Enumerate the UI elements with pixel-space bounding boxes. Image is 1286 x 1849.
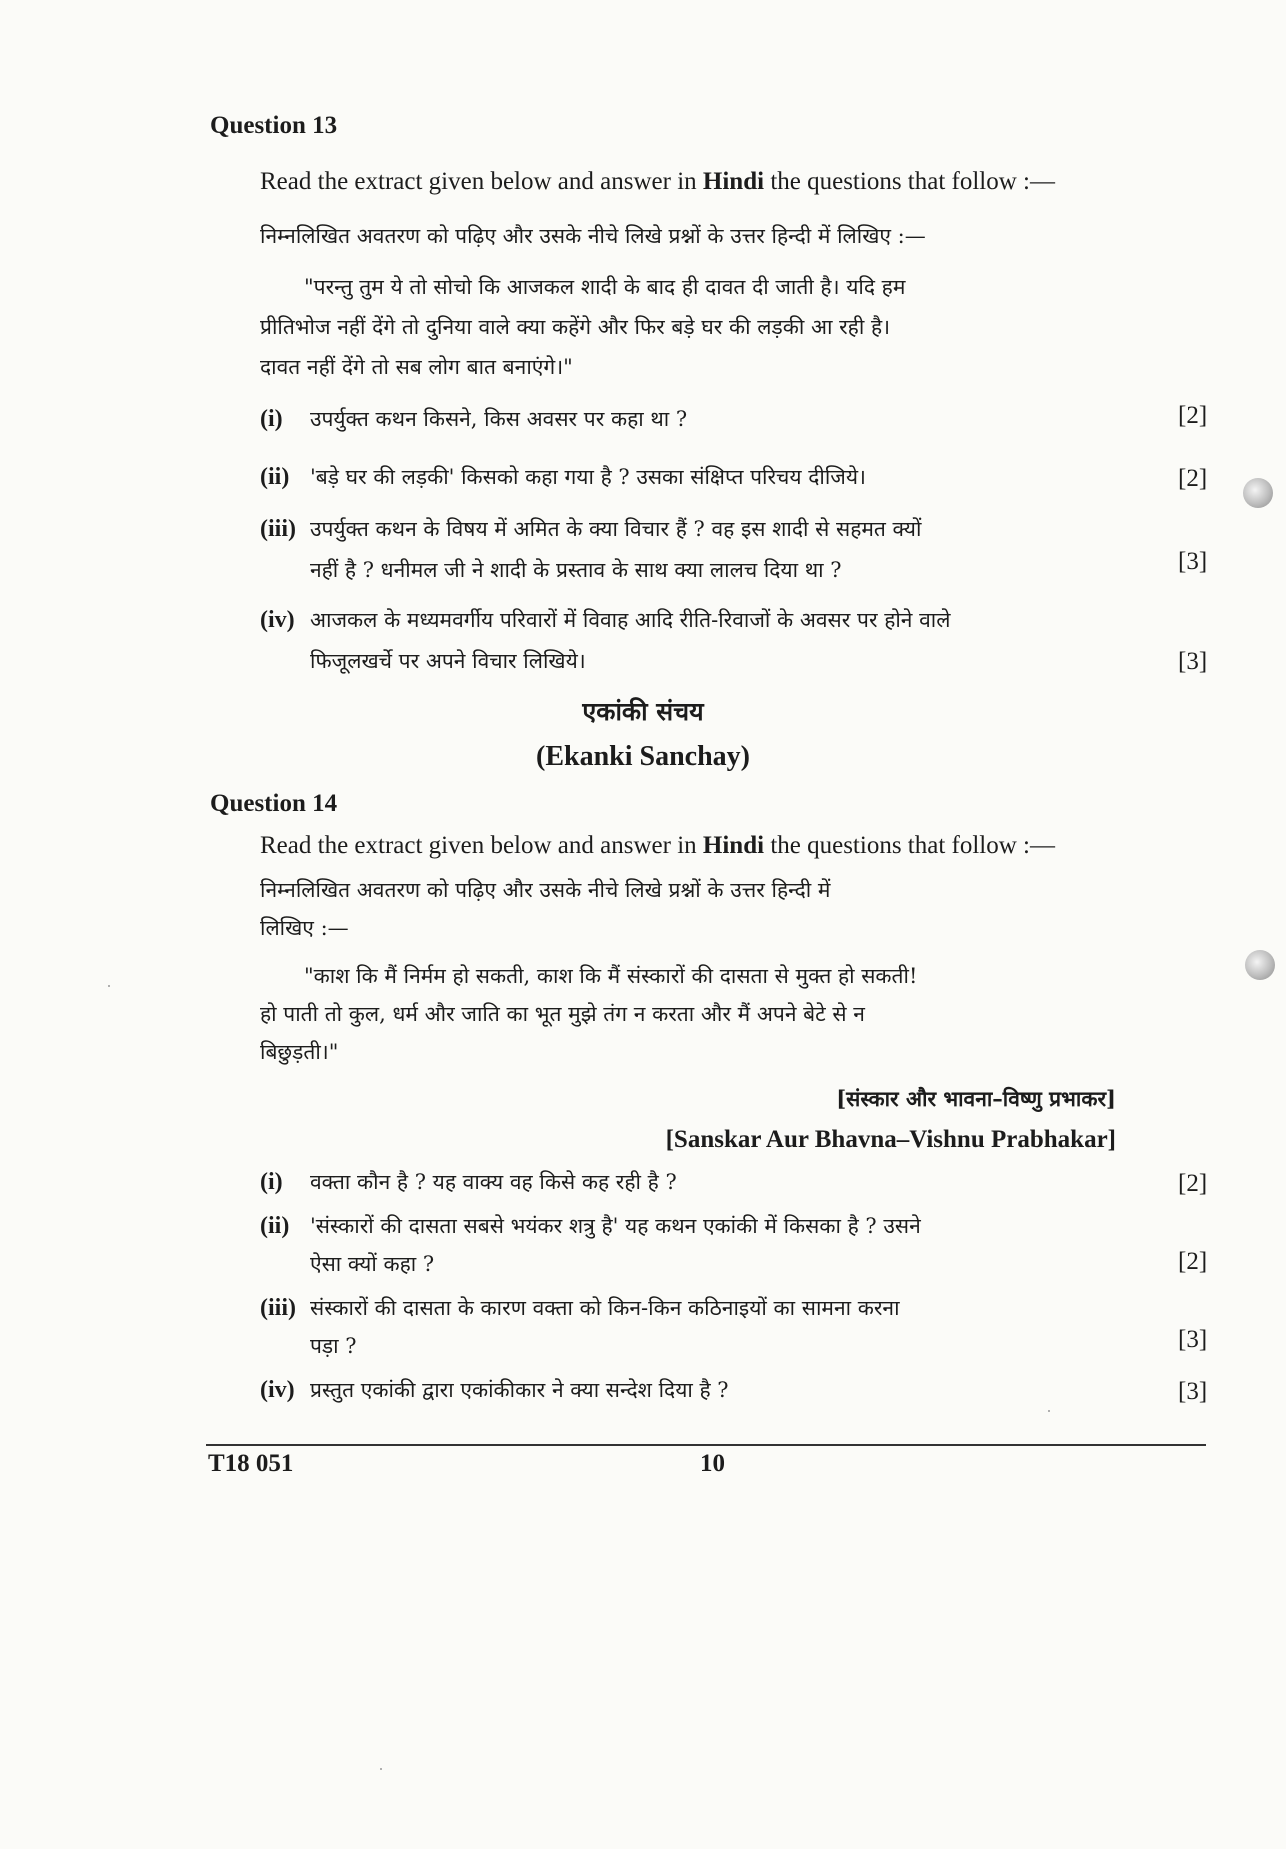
q13-extract-line-1: "परन्तु तुम ये तो सोचो कि आजकल शादी के बाद ही दावत दी जाती है। यदि हम bbox=[304, 275, 906, 299]
punch-hole-mark bbox=[1245, 950, 1275, 980]
q14-question-ii-text-2: ऐसा क्यों कहा ? bbox=[310, 1252, 435, 1276]
q13-question-i-marks: [2] bbox=[1178, 402, 1208, 429]
q13-question-ii bbox=[260, 463, 866, 491]
q14-source-hi: [संस्कार और भावना–विष्णु प्रभाकर] bbox=[836, 1086, 1116, 1111]
q13-question-ii-text: 'बड़े घर की लड़की' किसको कहा गया है ? उसका संक्षिप्त परिचय दीजिये। bbox=[310, 465, 867, 489]
q14-question-ii bbox=[260, 1212, 921, 1240]
question-13-heading: Question 13 bbox=[210, 112, 338, 139]
q14-question-iii-text-1: संस्कारों की दासता के कारण वक्ता को किन-किन कठिनाइयों का सामना करना bbox=[310, 1296, 900, 1320]
punch-hole-mark bbox=[1243, 478, 1273, 508]
q13-instruction-post: the questions that follow :— bbox=[764, 168, 1056, 195]
q13-question-iii-text-1: उपर्युक्त कथन के विषय में अमित के क्या विचार हैं ? वह इस शादी से सहमत क्यों bbox=[310, 517, 922, 541]
q13-question-i-text: उपर्युक्त कथन किसने, किस अवसर पर कहा था ? bbox=[310, 407, 688, 431]
scan-speck bbox=[108, 985, 110, 987]
q13-extract-line-3: दावत नहीं देंगे तो सब लोग बात बनाएंगे।" bbox=[260, 355, 573, 379]
q13-instruction-en bbox=[260, 168, 1055, 196]
q13-question-ii-number: (ii) bbox=[260, 464, 290, 490]
q14-question-ii-marks: [2] bbox=[1178, 1248, 1208, 1275]
section-title-en: (Ekanki Sanchay) bbox=[536, 741, 750, 772]
q14-question-iii bbox=[260, 1294, 900, 1322]
q14-question-i-marks: [2] bbox=[1178, 1170, 1208, 1197]
q14-extract-line-1: "काश कि मैं निर्मम हो सकती, काश कि मैं संस्कारों की दासता से मुक्त हो सकती! bbox=[304, 964, 918, 988]
q13-question-i-number: (i) bbox=[260, 406, 283, 432]
footer-divider bbox=[206, 1444, 1206, 1446]
q13-question-iv-marks: [3] bbox=[1178, 648, 1208, 675]
q14-instruction-post: the questions that follow :— bbox=[764, 832, 1056, 859]
q13-question-iv-text-2: फिजूलखर्चे पर अपने विचार लिखिये। bbox=[310, 649, 586, 673]
q13-instruction-hi: निम्नलिखित अवतरण को पढ़िए और उसके नीचे लिखे प्रश्नों के उत्तर हिन्दी में लिखिए :— bbox=[260, 224, 926, 248]
q13-question-iv bbox=[260, 606, 950, 634]
q13-question-iii-text-2: नहीं है ? धनीमल जी ने शादी के प्रस्ताव के साथ क्या लालच दिया था ? bbox=[310, 558, 842, 582]
q14-instruction-en bbox=[260, 832, 1055, 860]
paper-code: T18 051 bbox=[208, 1450, 294, 1477]
q13-question-iii-number: (iii) bbox=[260, 516, 296, 542]
q14-question-iv-text: प्रस्तुत एकांकी द्वारा एकांकीकार ने क्या सन्देश दिया है ? bbox=[310, 1378, 729, 1402]
q14-extract-line-3: बिछुड़ती।" bbox=[260, 1040, 339, 1064]
question-14-heading: Question 14 bbox=[210, 790, 338, 817]
q14-instruction-bold: Hindi bbox=[702, 832, 765, 859]
q14-question-iii-number: (iii) bbox=[260, 1295, 296, 1321]
q13-question-iv-text-1: आजकल के मध्यमवर्गीय परिवारों में विवाह आदि रीति-रिवाजों के अवसर पर होने वाले bbox=[310, 608, 951, 632]
q14-question-i bbox=[260, 1168, 677, 1196]
q14-question-i-number: (i) bbox=[260, 1169, 283, 1195]
scan-speck bbox=[1048, 1410, 1050, 1412]
scan-speck bbox=[380, 1768, 382, 1770]
q13-instruction-bold: Hindi bbox=[702, 168, 765, 195]
q14-instruction-hi-1: निम्नलिखित अवतरण को पढ़िए और उसके नीचे लिखे प्रश्नों के उत्तर हिन्दी में bbox=[260, 878, 831, 902]
q14-question-iii-text-2: पड़ा ? bbox=[310, 1334, 357, 1358]
q13-question-iii-marks: [3] bbox=[1178, 548, 1208, 575]
q14-question-iv-marks: [3] bbox=[1178, 1378, 1208, 1405]
q13-question-ii-marks: [2] bbox=[1178, 465, 1208, 492]
q13-extract-line-2: प्रीतिभोज नहीं देंगे तो दुनिया वाले क्या कहेंगे और फिर बड़े घर की लड़की आ रही है। bbox=[260, 315, 891, 339]
q13-question-i bbox=[260, 405, 687, 433]
q13-question-iii bbox=[260, 515, 921, 543]
q13-question-iv-number: (iv) bbox=[260, 607, 295, 633]
q14-instruction-hi-2: लिखिए :— bbox=[260, 916, 349, 940]
q14-question-iii-marks: [3] bbox=[1178, 1326, 1208, 1353]
q14-question-i-text: वक्ता कौन है ? यह वाक्य वह किसे कह रही है ? bbox=[310, 1170, 677, 1194]
q14-question-iv bbox=[260, 1376, 729, 1404]
q14-instruction-pre: Read the extract given below and answer in bbox=[260, 832, 703, 859]
page-number: 10 bbox=[700, 1450, 725, 1477]
q14-question-iv-number: (iv) bbox=[260, 1377, 295, 1403]
q14-question-ii-text-1: 'संस्कारों की दासता सबसे भयंकर शत्रु है' यह कथन एकांकी में किसका है ? उसने bbox=[310, 1214, 921, 1238]
q13-instruction-pre: Read the extract given below and answer in bbox=[260, 168, 703, 195]
q14-question-ii-number: (ii) bbox=[260, 1213, 290, 1239]
q14-source-en: [Sanskar Aur Bhavna–Vishnu Prabhakar] bbox=[665, 1126, 1116, 1153]
q14-extract-line-2: हो पाती तो कुल, धर्म और जाति का भूत मुझे तंग न करता और मैं अपने बेटे से न bbox=[260, 1002, 865, 1026]
section-title-hi: एकांकी संचय bbox=[582, 697, 704, 726]
